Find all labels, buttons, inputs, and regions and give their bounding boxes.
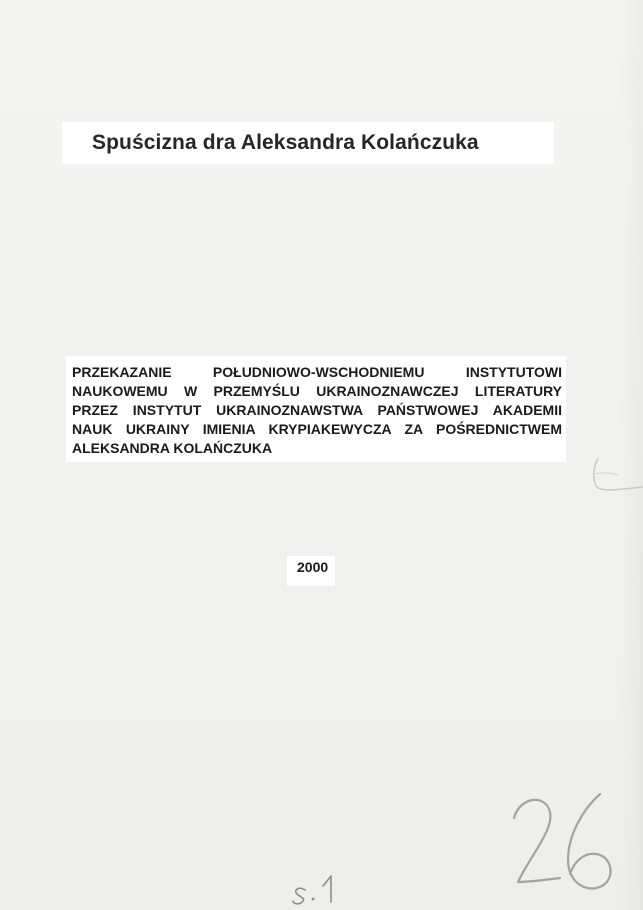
page-edge-shadow bbox=[619, 0, 643, 910]
description-line: NAUK UKRAINY IMIENIA KRYPIAKEWYCZA ZA POŚREDNICTWEM bbox=[72, 421, 562, 437]
document-title: Spuścizna dra Aleksandra Kolańczuka bbox=[92, 131, 479, 154]
handwritten-page-mark bbox=[291, 872, 343, 906]
description-line: PRZEZ INSTYTUT UKRAINOZNAWSTWA PAŃSTWOWEJ AKADEMII bbox=[72, 402, 562, 418]
description-line: PRZEKAZANIE POŁUDNIOWO-WSCHODNIEMU INSTYTUTOWI bbox=[72, 364, 562, 380]
staple-hole-mark bbox=[588, 456, 643, 496]
handwritten-folio-number bbox=[506, 790, 622, 902]
document-year: 2000 bbox=[297, 559, 329, 575]
description-line: NAUKOWEMU W PRZEMYŚLU UKRAINOZNAWCZEJ LITERATURY bbox=[72, 383, 562, 399]
description-line: ALEKSANDRA KOLAŃCZUKA bbox=[72, 440, 273, 456]
document-description bbox=[72, 363, 562, 458]
